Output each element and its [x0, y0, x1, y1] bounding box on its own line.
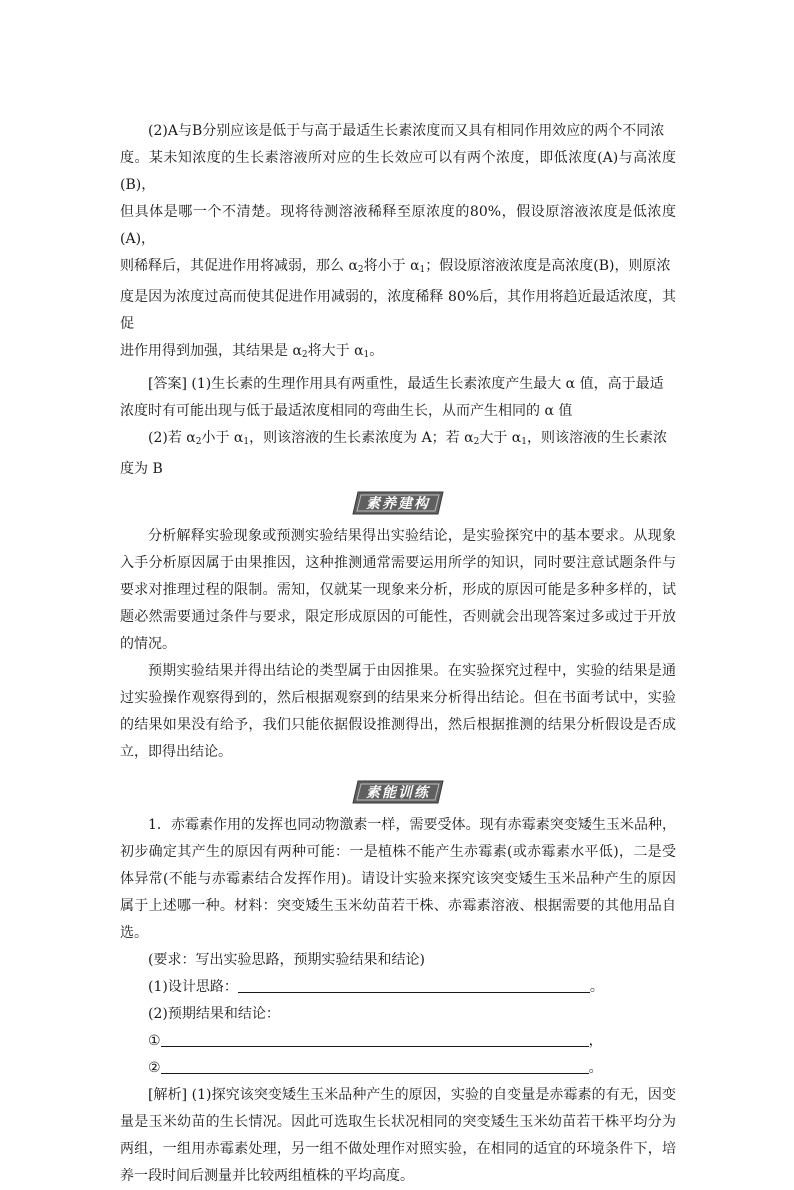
text-run: 将小于 α	[363, 258, 420, 274]
text-run: (1)生长素的生理作用具有两重性，最适生长素浓度产生最大 α 值，高于最适	[186, 376, 664, 392]
question-text: 1．赤霉素作用的发挥也同动物激素一样，需要受体。现有赤霉素突变矮生玉米品种，初步确定其产生的原因有两种可能：一是植株不能产生赤霉素(或赤霉素水平低)，二是受体异常(不能与赤霉素结合发挥作用)。请设计实验来探究该突变矮生玉米品种产生的原因属于上述哪一种。材料：突变矮生玉米幼苗若干株、赤霉素溶液、根据需要的其他用品自选。	[120, 817, 676, 941]
banner-title: 素能训练	[366, 785, 430, 801]
text-line	[120, 425, 676, 456]
answer-blank-conclusion-2[interactable]	[161, 1059, 589, 1074]
subscript: 2	[301, 350, 308, 360]
text-line	[120, 371, 676, 398]
text-line: 度是因为浓度过高而使其促进作用减弱的，浓度稀释 80%后，其作用将趋近最适浓度，其促	[120, 289, 676, 332]
conclusion-line-1	[120, 1028, 676, 1055]
document-body	[120, 118, 676, 1190]
text-line	[120, 253, 676, 284]
text-run: ，则该溶液的生长素浓	[526, 430, 667, 446]
banner-title: 素养建构	[366, 496, 430, 512]
text-line: 度。某未知浓度的生长素溶液所对应的生长效应可以有两个浓度，即低浓度(A)与高浓度(B)，	[120, 150, 676, 193]
predict-label: (2)预期结果和结论：	[148, 1006, 280, 1022]
analysis-tag: [解析]	[148, 1087, 188, 1103]
section-banner-construct	[120, 483, 676, 523]
punct: ，	[588, 1033, 603, 1049]
construct-section	[120, 523, 676, 766]
subscript: 1	[521, 437, 527, 447]
conclusion-line-2	[120, 1055, 676, 1082]
section-banner-training	[120, 772, 676, 812]
design-line	[120, 974, 676, 1001]
answer-blank-design[interactable]	[238, 978, 590, 993]
punct: 。	[588, 1060, 603, 1076]
answer-blank-conclusion-1[interactable]	[161, 1032, 589, 1047]
subscript: 2	[357, 265, 364, 275]
subscript: 1	[363, 350, 370, 360]
design-label: (1)设计思路：	[148, 979, 238, 995]
text-run: 小于 α	[201, 430, 244, 446]
text-run: ；假设原溶液浓度是高浓度(B)，则原浓	[425, 258, 671, 274]
text-line: 浓度时有可能出现与低于最适浓度相同的弯曲生长，从而产生相同的 α 值	[120, 403, 573, 419]
text-run: (1)探究该突变矮生玉米品种产生的原因，实验的自变量是赤霉素的有无，因变量是玉米幼苗的生长情况。因此可选取生长状况相同的突变矮生玉米幼苗若干株平均分为两组，一组用赤霉素处理，另一组不做处理作对照实验，在相同的适宜的环境条件下，培养一段时间后测量并比较两组植株的平均高度。	[120, 1087, 676, 1184]
answer-block	[120, 371, 676, 483]
question-requirement: (要求：写出实验思路，预期实验结果和结论)	[148, 952, 425, 968]
text-run: 将大于 α	[307, 343, 364, 359]
subscript: 1	[243, 437, 250, 447]
paragraph-explanation-2	[120, 118, 676, 369]
question-1	[120, 812, 676, 1082]
circled-number: ①	[148, 1033, 161, 1049]
subscript: 1	[419, 265, 426, 275]
text-run: (2)若 α	[148, 430, 196, 446]
text-run: 则稀释后，其促进作用将减弱，那么 α	[120, 258, 358, 274]
subscript: 2	[195, 437, 202, 447]
text-line: 但具体是哪一个不清楚。现将待测溶液稀释至原浓度的80%，假设原溶液浓度是低浓度(A)，	[120, 204, 676, 247]
circled-number: ②	[148, 1060, 161, 1076]
answer-tag: [答案]	[148, 376, 187, 392]
analysis-block	[120, 1082, 676, 1190]
text-line	[120, 338, 676, 369]
text-run: 进作用得到加强，其结果是 α	[120, 343, 302, 359]
text-line: 度为 B	[120, 461, 163, 477]
text-run: 大于 α	[479, 430, 522, 446]
text-run: 。	[369, 343, 384, 359]
subscript: 2	[473, 437, 480, 447]
paragraph: 预期实验结果并得出结论的类型属于由因推果。在实验探究过程中，实验的结果是通过实验操作观察得到的，然后根据观察到的结果来分析得出结论。但在书面考试中，实验的结果如果没有给予，我们只能依据假设推测得出，然后根据推测的结果分析假设是否成立，即得出结论。	[120, 663, 676, 760]
punct: 。	[589, 979, 604, 995]
analysis-text	[120, 1082, 676, 1190]
paragraph: 分析解释实验现象或预测实验结果得出实验结论，是实验探究中的基本要求。从现象入手分析原因属于由果推因，这种推测通常需要运用所学的知识，同时要注意试题条件与要求对推理过程的限制。需知，仅就某一现象来分析，形成的原因可能是多种多样的，试题必然需要通过条件与要求，限定形成原因的可能性，否则就会出现答案过多或过于开放的情况。	[120, 528, 676, 652]
text-line: (2)A与B分别应该是低于与高于最适生长素浓度而又具有相同作用效应的两个不同浓	[148, 123, 665, 139]
text-run: ，则该溶液的生长素浓度为 A；若 α	[249, 430, 474, 446]
